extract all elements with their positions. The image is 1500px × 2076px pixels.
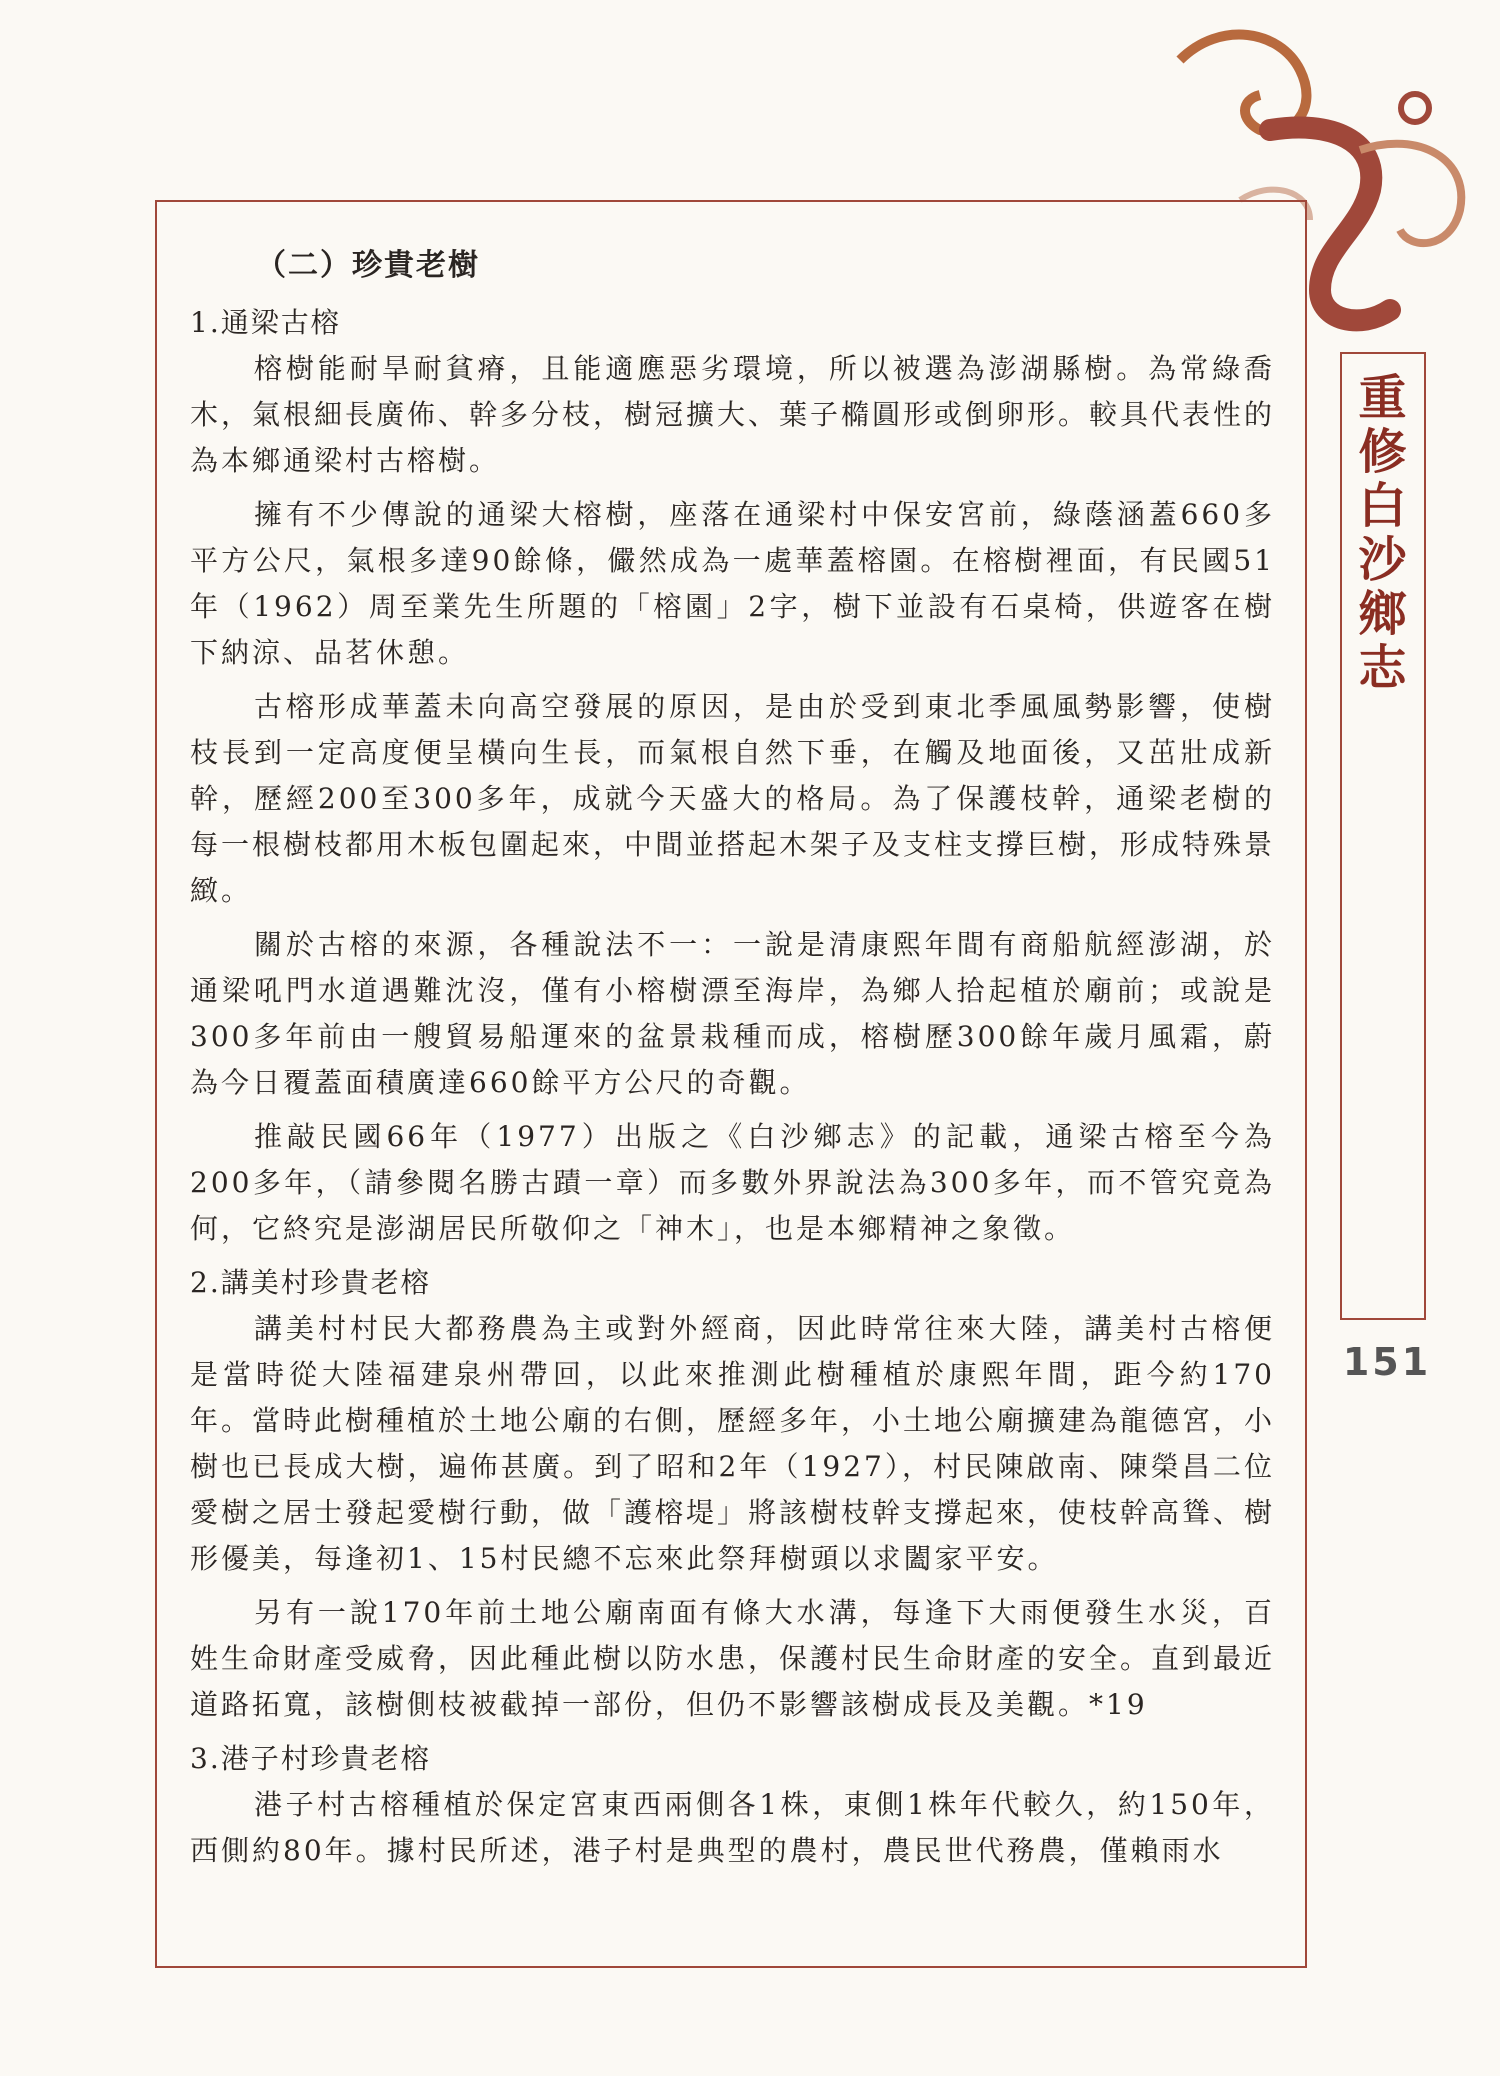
paragraph: 講美村村民大都務農為主或對外經商，因此時常往來大陸，講美村古榕便是當時從大陸福建泉州帶回，以此來推測此樹種植於康熙年間，距今約170年。當時此樹種植於土地公廟的右側，歷經多年，小土地公廟擴建為龍德宮，小樹也已長成大樹，遍佈甚廣。到了昭和2年（1927），村民陳啟南、陳榮昌二位愛樹之居士發起愛樹行動，做「護榕堤」將該樹枝幹支撐起來，使枝幹高聳、樹形優美，每逢初1、15村民總不忘來此祭拜樹頭以求闔家平安。 [190,1312,1276,1575]
book-title: 重修白沙鄉志 [1350,372,1406,696]
side-title-box [1340,352,1426,1320]
paragraph: 推敲民國66年（1977）出版之《白沙鄉志》的記載，通梁古榕至今為200多年，（請參閱名勝古蹟一章）而多數外界說法為300多年，而不管究竟為何，它終究是澎湖居民所敬仰之「神木」，也是本鄉精神之象徵。 [190,1120,1275,1245]
paragraph: 港子村古榕種植於保定宮東西兩側各1株，東側1株年代較久，約150年，西側約80年。據村民所述，港子村是典型的農村，農民世代務農，僅賴雨水 [190,1788,1275,1867]
paragraph: 榕樹能耐旱耐貧瘠，且能適應惡劣環境，所以被選為澎湖縣樹。為常綠喬木，氣根細長廣佈、幹多分枝，樹冠擴大、葉子橢圓形或倒卵形。較具代表性的為本鄉通梁村古榕樹。 [190,352,1276,477]
page-number: 151 [1342,1340,1432,1384]
paragraph: 擁有不少傳說的通梁大榕樹，座落在通梁村中保安宮前，綠蔭涵蓋660多平方公尺，氣根多達90餘條，儼然成為一處華蓋榕園。在榕樹裡面，有民國51年（1962）周至業先生所題的「榕園」2字，樹下並設有石桌椅，供遊客在樹下納涼、品茗休憩。 [190,498,1275,669]
page-content [190,240,1275,1882]
subsection-heading: 1.通梁古榕 [190,306,341,339]
paragraph: 關於古榕的來源，各種說法不一：一說是清康熙年間有商船航經澎湖，於通梁吼門水道遇難沈沒，僅有小榕樹漂至海岸，為鄉人拾起植於廟前；或說是300多年前由一艘貿易船運來的盆景栽種而成，榕樹歷300餘年歲月風霜，蔚為今日覆蓋面積廣達660餘平方公尺的奇觀。 [190,928,1275,1099]
subsection-heading: 2.講美村珍貴老榕 [190,1266,431,1299]
subsection-heading: 3.港子村珍貴老榕 [190,1742,431,1775]
section-title: （二）珍貴老樹 [256,248,480,283]
paragraph: 另有一說170年前土地公廟南面有條大水溝，每逢下大雨便發生水災，百姓生命財產受威脅，因此種此樹以防水患，保護村民生命財產的安全。直到最近道路拓寬，該樹側枝被截掉一部份，但仍不影響該樹成長及美觀。*19 [190,1596,1276,1721]
paragraph: 古榕形成華蓋未向高空發展的原因，是由於受到東北季風風勢影響，使樹枝長到一定高度便呈橫向生長，而氣根自然下垂，在觸及地面後，又茁壯成新幹，歷經200至300多年，成就今天盛大的格局。為了保護枝幹，通梁老樹的每一根樹枝都用木板包圍起來，中間並搭起木架子及支柱支撐巨樹，形成特殊景緻。 [190,690,1276,907]
